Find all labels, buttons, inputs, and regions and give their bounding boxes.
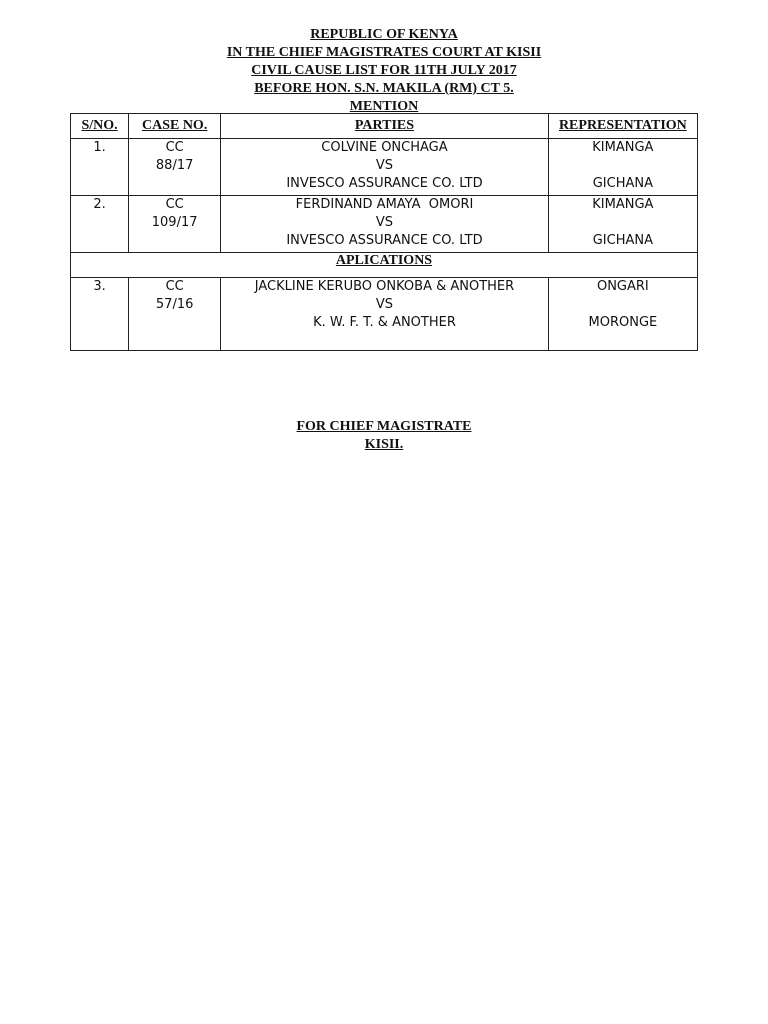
signatory-location: KISII. bbox=[364, 437, 404, 452]
versus-label: VS bbox=[375, 297, 394, 312]
defendant: K. W. F. T. & ANOTHER bbox=[313, 315, 456, 330]
header-section-mention: MENTION bbox=[349, 99, 419, 114]
section-applications-label: APLICATIONS bbox=[71, 253, 698, 278]
table-row bbox=[71, 196, 698, 253]
case-no-cell bbox=[129, 139, 221, 196]
defendant-advocate: GICHANA bbox=[592, 176, 653, 191]
header-representation: REPRESENTATION bbox=[548, 114, 697, 139]
versus-label: VS bbox=[375, 158, 394, 173]
table-row bbox=[71, 278, 698, 351]
signature-block bbox=[0, 418, 768, 454]
table-row bbox=[71, 139, 698, 196]
defendant-advocate: GICHANA bbox=[592, 233, 653, 248]
sno-cell: 1. bbox=[71, 139, 129, 196]
plaintiff: JACKLINE KERUBO ONKOBA & ANOTHER bbox=[254, 279, 515, 294]
document-header bbox=[0, 26, 768, 116]
signatory-title: FOR CHIEF MAGISTRATE bbox=[296, 419, 472, 434]
sno-cell: 3. bbox=[71, 278, 129, 351]
defendant-advocate: MORONGE bbox=[588, 315, 658, 330]
case-number: 109/17 bbox=[151, 215, 198, 230]
cause-list-table bbox=[70, 113, 698, 351]
defendant: INVESCO ASSURANCE CO. LTD bbox=[286, 176, 483, 191]
header-sno: S/NO. bbox=[71, 114, 129, 139]
section-row bbox=[71, 253, 698, 278]
parties-cell bbox=[221, 278, 549, 351]
header-country: REPUBLIC OF KENYA bbox=[310, 27, 458, 42]
case-prefix: CC bbox=[165, 140, 184, 155]
plaintiff: FERDINAND AMAYA OMORI bbox=[295, 197, 474, 212]
case-prefix: CC bbox=[165, 197, 184, 212]
parties-cell bbox=[221, 139, 549, 196]
case-number: 88/17 bbox=[155, 158, 194, 173]
versus-label: VS bbox=[375, 215, 394, 230]
header-court: IN THE CHIEF MAGISTRATES COURT AT KISII bbox=[226, 45, 542, 60]
case-number: 57/16 bbox=[155, 297, 194, 312]
table-header-row bbox=[71, 114, 698, 139]
header-parties: PARTIES bbox=[221, 114, 549, 139]
representation-cell bbox=[548, 139, 697, 196]
header-magistrate: BEFORE HON. S.N. MAKILA (RM) CT 5. bbox=[254, 81, 514, 96]
plaintiff-advocate: ONGARI bbox=[596, 279, 649, 294]
representation-cell bbox=[548, 196, 697, 253]
plaintiff-advocate: KIMANGA bbox=[592, 140, 654, 155]
representation-cell bbox=[548, 278, 697, 351]
header-cause-list-title: CIVIL CAUSE LIST FOR 11TH JULY 2017 bbox=[251, 63, 517, 78]
header-case-no: CASE NO. bbox=[129, 114, 221, 139]
plaintiff-advocate: KIMANGA bbox=[592, 197, 654, 212]
case-no-cell bbox=[129, 196, 221, 253]
plaintiff: COLVINE ONCHAGA bbox=[321, 140, 448, 155]
defendant: INVESCO ASSURANCE CO. LTD bbox=[286, 233, 483, 248]
case-no-cell bbox=[129, 278, 221, 351]
parties-cell bbox=[221, 196, 549, 253]
case-prefix: CC bbox=[165, 279, 184, 294]
sno-cell: 2. bbox=[71, 196, 129, 253]
